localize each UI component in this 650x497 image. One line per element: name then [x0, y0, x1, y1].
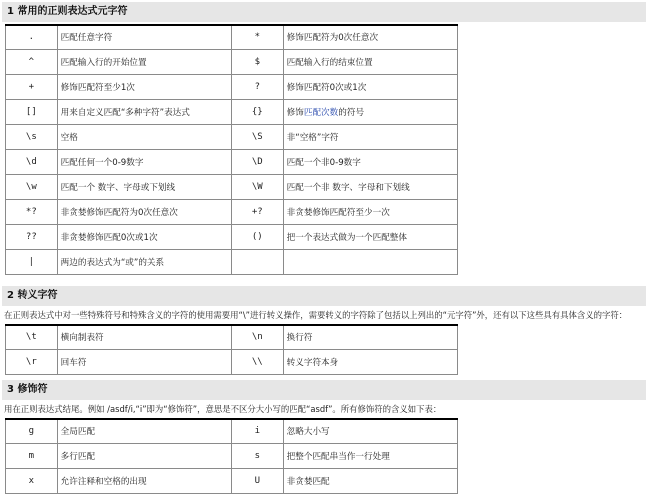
desc-cell: 非贪婪匹配: [283, 468, 457, 493]
symbol-cell: m: [6, 443, 58, 468]
symbol-cell: ^: [6, 49, 58, 74]
desc-cell: 回车符: [57, 349, 231, 374]
symbol-cell: s: [231, 443, 283, 468]
escape-table: [5, 324, 458, 375]
desc-cell: 匹配一个非0-9数字: [283, 149, 457, 174]
desc-cell: 把一个表达式做为一个匹配整体: [283, 224, 457, 249]
desc-cell: 非贪婪修饰匹配0次或1次: [57, 224, 231, 249]
symbol-cell: *?: [6, 199, 58, 224]
desc-cell: 忽略大小写: [283, 419, 457, 443]
desc-cell: 非贪婪修饰匹配符为0次任意次: [57, 199, 231, 224]
desc-cell: 非“空格”字符: [283, 124, 457, 149]
symbol-cell: \d: [6, 149, 58, 174]
desc-cell: 非贪婪修饰匹配符至少一次: [283, 199, 457, 224]
symbol-cell: +?: [231, 199, 283, 224]
desc-cell: 允许注释和空格的出现: [57, 468, 231, 493]
symbol-cell: .: [6, 25, 58, 49]
desc-cell: 修饰匹配符0次或1次: [283, 74, 457, 99]
desc-cell: 匹配输入行的开始位置: [57, 49, 231, 74]
desc-suffix: 的符号: [338, 107, 365, 118]
table-row: [6, 99, 458, 124]
table-row: [6, 49, 458, 74]
table-row: [6, 74, 458, 99]
symbol-cell: U: [231, 468, 283, 493]
table-row: [6, 124, 458, 149]
desc-cell: 空格: [57, 124, 231, 149]
symbol-cell: +: [6, 74, 58, 99]
table-row: [6, 224, 458, 249]
symbol-cell: \r: [6, 349, 58, 374]
desc-cell: 匹配一个非 数字、字母和下划线: [283, 174, 457, 199]
symbol-cell: \D: [231, 149, 283, 174]
desc-cell: [283, 249, 457, 274]
symbol-cell: \\: [231, 349, 283, 374]
symbol-cell: \s: [6, 124, 58, 149]
symbol-cell: ?: [231, 74, 283, 99]
desc-cell: 把整个匹配串当作一行处理: [283, 443, 457, 468]
metachar-table: [5, 24, 458, 275]
symbol-cell: \w: [6, 174, 58, 199]
desc-cell: 匹配输入行的结束位置: [283, 49, 457, 74]
symbol-cell: i: [231, 419, 283, 443]
table-row: [6, 25, 458, 49]
symbol-cell: \n: [231, 325, 283, 349]
section-3-title: 3 修饰符: [2, 380, 646, 400]
table-row: [6, 149, 458, 174]
table-row: [6, 468, 458, 493]
desc-cell: [283, 99, 457, 124]
table-row: [6, 325, 458, 349]
table-row: [6, 419, 458, 443]
desc-cell: 多行匹配: [57, 443, 231, 468]
symbol-cell: ??: [6, 224, 58, 249]
symbol-cell: g: [6, 419, 58, 443]
symbol-cell: $: [231, 49, 283, 74]
symbol-cell: *: [231, 25, 283, 49]
table-row: [6, 249, 458, 274]
desc-cell: 全局匹配: [57, 419, 231, 443]
symbol-cell: \S: [231, 124, 283, 149]
section-2-title: 2 转义字符: [2, 286, 646, 306]
desc-cell: 修饰匹配符至少1次: [57, 74, 231, 99]
symbol-cell: []: [6, 99, 58, 124]
symbol-cell: \W: [231, 174, 283, 199]
table-row: [6, 349, 458, 374]
table-row: [6, 199, 458, 224]
desc-cell: 匹配任意字符: [57, 25, 231, 49]
symbol-cell: \t: [6, 325, 58, 349]
desc-prefix: 修饰: [286, 107, 304, 118]
desc-cell: 用来自定义匹配“多种字符”表达式: [57, 99, 231, 124]
desc-cell: 匹配任何一个0-9数字: [57, 149, 231, 174]
table-row: [6, 174, 458, 199]
modifier-table: [5, 418, 458, 494]
match-count-link[interactable]: 匹配次数: [303, 107, 339, 118]
section-2-desc: 在正则表达式中对一些特殊符号和特殊含义的字符的使用需要用“\”进行转义操作，需要转义的字符除了包括以上列出的“元字符”外，还有以下这些具有具体含义的字符：: [4, 310, 628, 320]
desc-cell: 转义字符本身: [283, 349, 457, 374]
section-1-title: 1 常用的正则表达式元字符: [2, 2, 646, 22]
desc-cell: 换行符: [283, 325, 457, 349]
symbol-cell: |: [6, 249, 58, 274]
section-3-desc: 用在正则表达式结尾。例如 /asdf/i,“i”即为“修饰符”，意思是不区分大小写的匹配“asdf”。所有修饰符的含义如下表：: [4, 404, 442, 414]
symbol-cell: x: [6, 468, 58, 493]
symbol-cell: (): [231, 224, 283, 249]
symbol-cell: [231, 249, 283, 274]
table-row: [6, 443, 458, 468]
desc-cell: 修饰匹配符为0次任意次: [283, 25, 457, 49]
desc-cell: 匹配一个 数字、字母或下划线: [57, 174, 231, 199]
symbol-cell: {}: [231, 99, 283, 124]
desc-cell: 横向制表符: [57, 325, 231, 349]
desc-cell: 两边的表达式为“或”的关系: [57, 249, 231, 274]
